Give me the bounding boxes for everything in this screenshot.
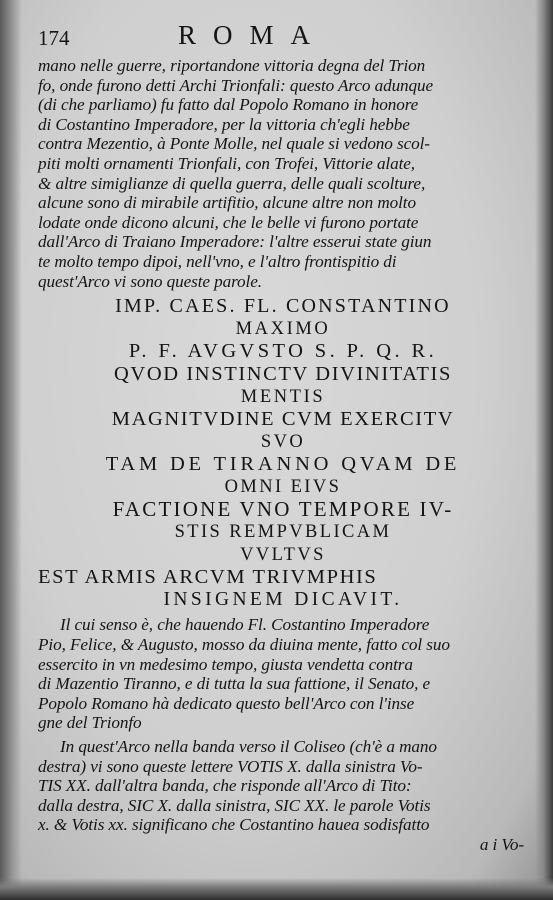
text-line: alcune sono di mirabile artifitio, alcune altre non molto: [38, 193, 416, 213]
page-right-shadow: [535, 0, 553, 900]
text-line: te molto tempo dipoi, nell'vno, e l'altro frontispitio di: [38, 251, 397, 271]
paragraph-intro: [38, 56, 528, 291]
text-line: & altre simiglianze di quella guerra, delle quali scolture,: [38, 173, 426, 193]
inscription-line: VVLTVS: [240, 544, 326, 565]
inscription-line: EST ARMIS ARCVM TRIVMPHIS: [38, 566, 378, 589]
text-line: dall'Arco di Traiano Imperadore: l'altre esserui state giun: [38, 232, 432, 252]
inscription-line: INSIGNEM DICAVIT.: [163, 588, 403, 610]
paragraph-translation: [38, 615, 528, 733]
text-line: essercito in vn medesimo tempo, giusta vendetta contra: [38, 654, 413, 674]
running-head: ROMA: [178, 20, 328, 50]
inscription-line: MAXIMO: [235, 318, 331, 339]
inscription-line: MENTIS: [240, 386, 326, 407]
inscription-line: IMP. CAES. FL. CONSTANTINO: [115, 295, 451, 318]
inscription-line: QVOD INSTINCTV DIVINITATIS: [114, 362, 452, 385]
paragraph-votis: [38, 737, 528, 855]
text-line: piti molti ornamenti Trionfali, con Trofei, Vittorie alate,: [38, 153, 416, 173]
page-header: [38, 20, 528, 56]
inscription-line: TAM DE TIRANNO QVAM DE: [105, 453, 461, 476]
inscription-line: MAGNITVDINE CVM EXERCITV: [111, 408, 455, 431]
text-line: Il cui senso è, che hauendo Fl. Costantino Imperadore: [60, 615, 430, 635]
page-left-shadow: [0, 0, 22, 900]
text-line: gne del Trionfo: [38, 713, 142, 733]
text-line: quest'Arco vi sono queste parole.: [38, 271, 262, 291]
text-line: di Mazentio Tiranno, e di tutta la sua fattione, il Senato, e: [38, 674, 431, 694]
text-line: In quest'Arco nella banda verso il Coliseo (ch'è a mano: [60, 737, 437, 756]
text-line: TIS XX. dall'altra banda, che risponde all'Arco di Tito:: [38, 776, 412, 796]
catchword: a i Vo-: [479, 834, 524, 854]
text-line: Pio, Felice, & Augusto, mosso da diuina mente, fatto col suo: [38, 635, 450, 655]
inscription-line: FACTIONE VNO TEMPORE IV-: [112, 497, 454, 522]
inscription-line: SVO: [260, 431, 306, 452]
page-bottom-shadow: [0, 878, 553, 900]
page-number: 174: [38, 26, 70, 50]
latin-inscription: [38, 295, 528, 611]
text-line: (di che parliamo) fu fatto dal Popolo Romano in honore: [38, 95, 419, 115]
text-line: x. & Votis xx. significano che Costantino hauea sodisfatto: [38, 815, 430, 835]
text-line: mano nelle guerre, riportandone vittoria degna del Trion: [38, 56, 426, 75]
inscription-line: STIS REMPVBLICAM: [174, 522, 392, 543]
text-line: dalla destra, SIC X. dalla sinistra, SIC XX. le parole Votis: [38, 795, 431, 815]
inscription-line: OMNI EIVS: [224, 476, 342, 497]
text-line: contra Mezentio, à Ponte Molle, nel quale si vedono scol-: [38, 134, 430, 154]
text-line: destra) vi sono queste lettere VOTIS X. dalla sinistra Vo-: [38, 756, 423, 776]
text-line: di Costantino Imperadore, per la vittoria ch'egli hebbe: [38, 114, 410, 134]
text-line: fo, onde furono detti Archi Trionfali: questo Arco adunque: [38, 75, 434, 95]
text-line: lodate onde dicono alcuni, che le belle vi furono portate: [38, 212, 419, 232]
page-content: [38, 20, 528, 855]
text-line: Popolo Romano hà dedicato questo bell'Arco con l'inse: [38, 693, 415, 713]
inscription-line: P. F. AVGVSTO S. P. Q. R.: [128, 340, 438, 363]
